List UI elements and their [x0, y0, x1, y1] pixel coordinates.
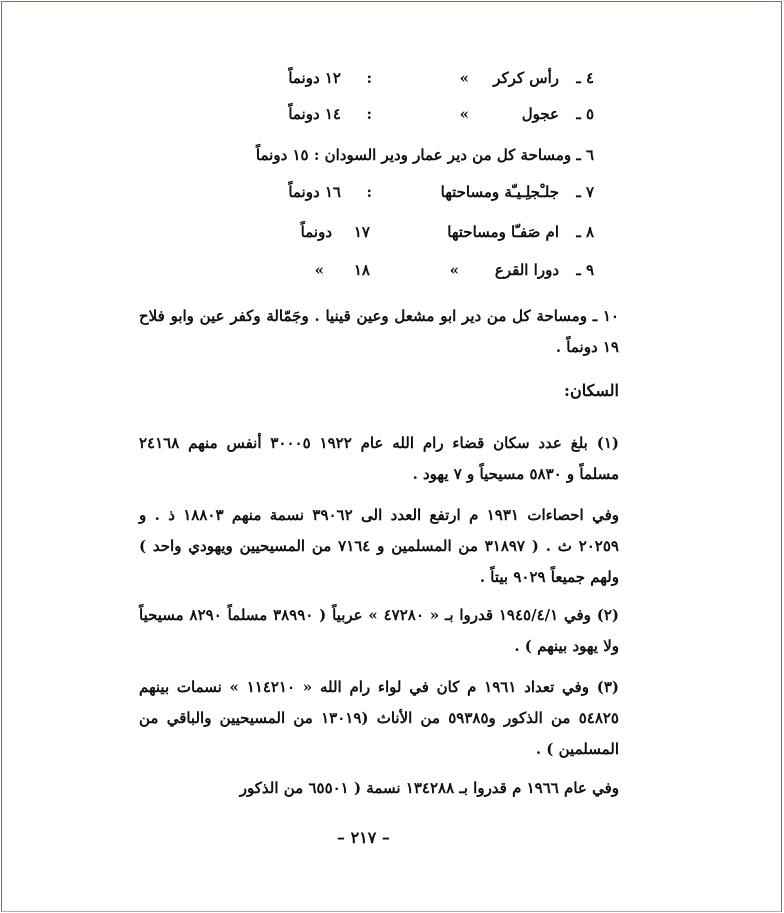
item-name: عجول — [521, 105, 559, 123]
paragraph: (١) بلغ عدد سكان قضاء رام الله عام ١٩٢٢ ٣٠٠٠٥ أنفس منهم ٢٤١٦٨ مسلماً و ٥٨٣٠ مسيحياً و ٧ يهود . — [139, 434, 619, 483]
item-name: جلـْجلِـيـّة ومساحتها — [440, 183, 559, 201]
item-number: ٤ ـ — [576, 69, 594, 87]
colon: : — [366, 105, 372, 123]
item-number: ٩ ـ — [576, 261, 594, 279]
item-number: ٥ ـ — [576, 105, 594, 123]
item-number: ٧ ـ — [576, 183, 594, 201]
item-value: ١٢ دونماً — [288, 69, 341, 87]
item-number: ٨ ـ — [576, 223, 594, 241]
item-value: ١٤ دونماً — [288, 105, 341, 123]
item-value: ١٧ — [353, 223, 370, 241]
ditto-mark: » — [459, 69, 469, 87]
paragraph: (٣) وفي تعداد ١٩٦١ م كان في لواء رام الله « ١١٤٢١٠ » نسمات بينهم ٥٤٨٢٥ من الذكور و٥٩٣٨٥ من الأناث (١٣٠١٩ من المسيحيين والباقي من المسلمين ) . — [139, 678, 620, 758]
item-name: دورا القرع — [494, 261, 559, 279]
item-value: ١٨ — [353, 261, 370, 279]
item-name: رأس كركر — [493, 69, 559, 87]
ditto-mark: » — [314, 261, 324, 279]
paragraph: وفي احصاءات ١٩٣١ م ارتفع العدد الى ٣٩٠٦٢ نسمة منهم ١٨٨٠٣ ذ . و ٢٠٢٥٩ ث . ( ٣١٨٩٧ من المسلمين و ٧١٦٤ من المسيحيين ويهودي واحد ) ولهم جميعاً ٩٠٢٩ بيتاً . — [139, 506, 619, 586]
colon: : — [366, 69, 372, 87]
section-heading: السكان: — [564, 381, 619, 400]
paragraph: وفي عام ١٩٦٦ م قدروا بـ ١٣٤٢٨٨ نسمة ( ٦٥٥٠١ من الذكور — [239, 779, 619, 797]
ditto-mark: » — [449, 261, 459, 279]
colon: : — [366, 183, 372, 201]
paragraph: (٢) وفي ١٩٤٥/٤/١ قدروا بـ « ٤٧٢٨٠ » عربياً ( ٣٨٩٩٠ مسلماً ٨٢٩٠ مسيحياً ولا يهود بينهم ) . — [139, 606, 619, 655]
ditto-mark: » — [459, 105, 469, 123]
list-item: ١٠ ـ ومساحة كل من دير ابو مشعل وعين قينيا . وجَمّالة وكفر عين وابو فلاح ١٩ دونماً . — [139, 307, 619, 356]
item-value: ١٦ دونماً — [288, 183, 341, 201]
item-name: ام صَفـّا ومساحتها — [447, 223, 559, 241]
item-unit: دونماً — [300, 223, 332, 241]
list-item: ٦ ـ ومساحة كل من دير عمار ودير السودان : ١٥ دونماً — [255, 146, 594, 164]
page-number: – ٢١٧ – — [337, 828, 390, 847]
